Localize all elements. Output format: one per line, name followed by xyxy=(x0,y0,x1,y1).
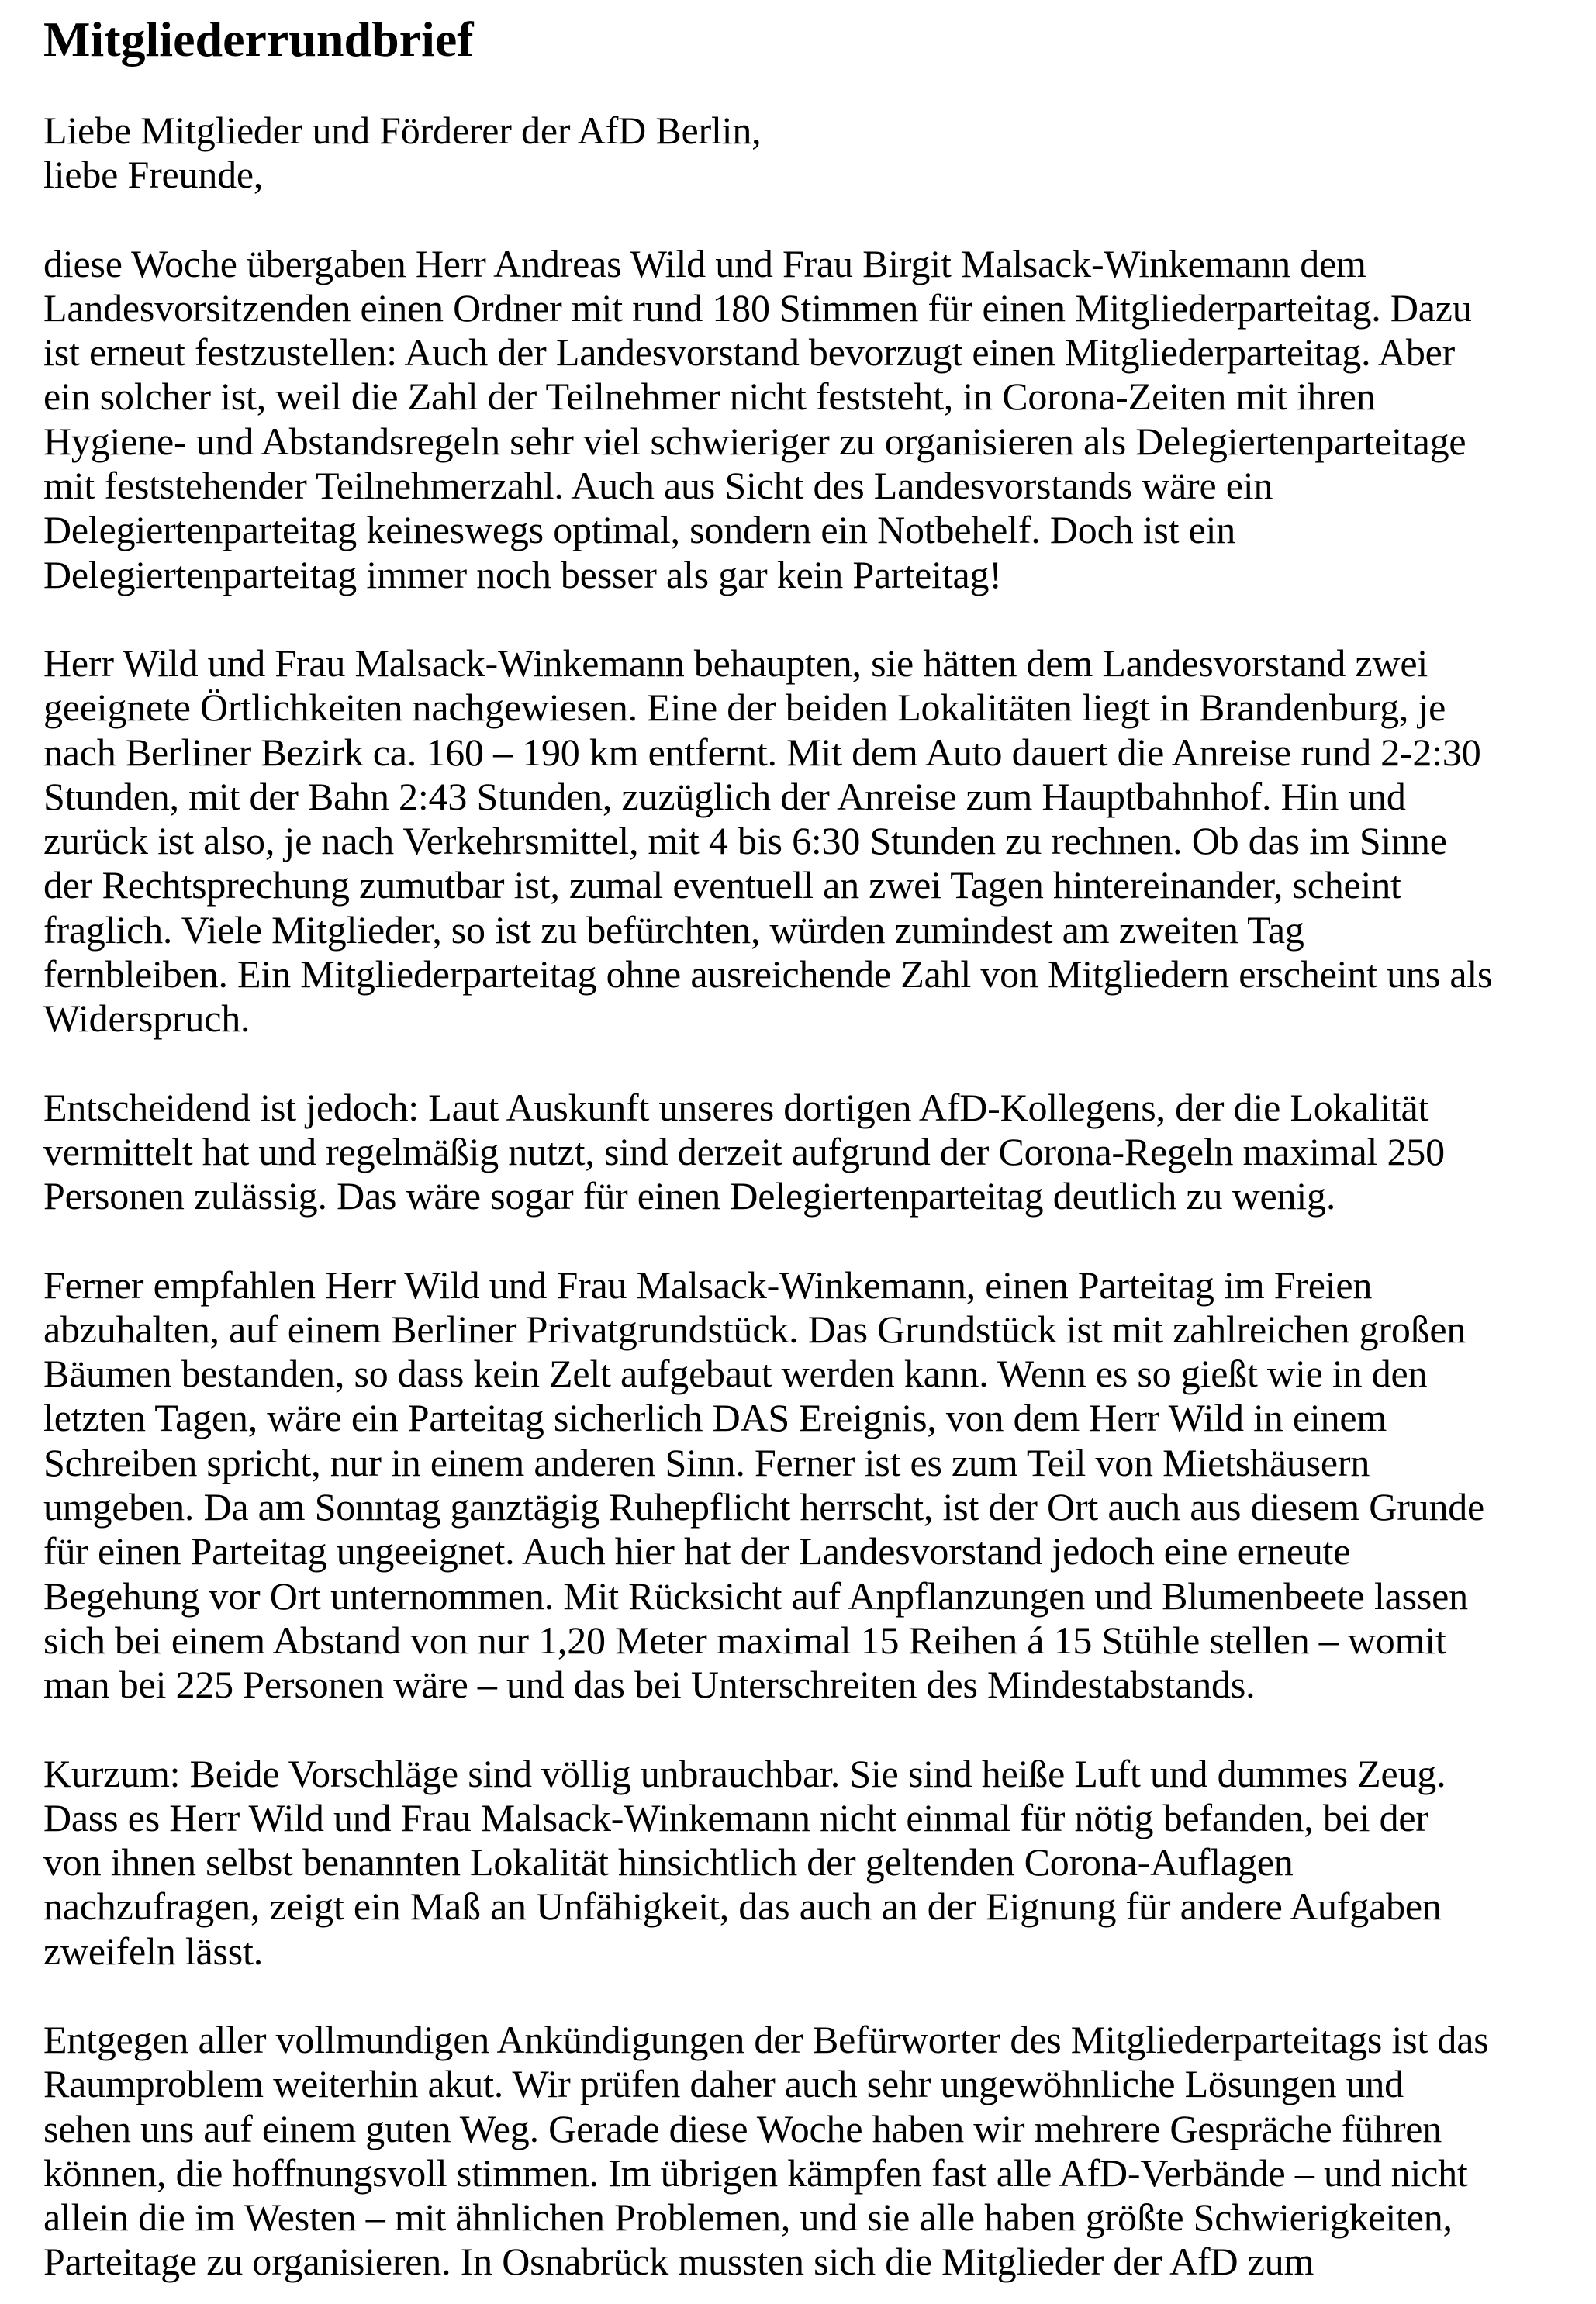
text-line: Stunden, mit der Bahn 2:43 Stunden, zuzüglich der Anreise zum Hauptbahnhof. Hin und xyxy=(43,774,1406,818)
text-line: Landesvorsitzenden einen Ordner mit rund 180 Stimmen für einen Mitgliederparteitag. Dazu xyxy=(43,285,1472,330)
text-line: Dass es Herr Wild und Frau Malsack-Winkemann nicht einmal für nötig befanden, bei der xyxy=(43,1795,1428,1839)
paragraph xyxy=(43,2018,1573,2285)
text-line: von ihnen selbst benannten Lokalität hinsichtlich der geltenden Corona-Auflagen xyxy=(43,1840,1294,1884)
text-line: Liebe Mitglieder und Förderer der AfD Berlin, xyxy=(43,109,762,152)
text-line: umgeben. Da am Sonntag ganztägig Ruhepflicht herrscht, ist der Ort auch aus diesem Grunde xyxy=(43,1485,1485,1529)
text-line: abzuhalten, auf einem Berliner Privatgrundstück. Das Grundstück ist mit zahlreichen großen xyxy=(43,1307,1466,1351)
text-line: Schreiben spricht, nur in einem anderen Sinn. Ferner ist es zum Teil von Mietshäusern xyxy=(43,1440,1370,1484)
text-line: sich bei einem Abstand von nur 1,20 Meter maximal 15 Reihen á 15 Stühle stellen – womit xyxy=(43,1618,1446,1662)
text-line: Delegiertenparteitag keineswegs optimal, sondern ein Notbehelf. Doch ist ein xyxy=(43,508,1236,552)
text-line: allein die im Westen – mit ähnlichen Problemen, und sie alle haben größte Schwierigkeiten, xyxy=(43,2195,1453,2240)
text-line: letzten Tagen, wäre ein Parteitag sicherlich DAS Ereignis, von dem Herr Wild in einem xyxy=(43,1396,1387,1440)
document-title: Mitgliederrundbrief xyxy=(43,12,474,67)
text-line: Kurzum: Beide Vorschläge sind völlig unbrauchbar. Sie sind heiße Luft und dummes Zeug. xyxy=(43,1751,1446,1795)
text-line: sehen uns auf einem guten Weg. Gerade diese Woche haben wir mehrere Gespräche führen xyxy=(43,2106,1442,2150)
paragraph xyxy=(43,1752,1573,1974)
text-line: nach Berliner Bezirk ca. 160 – 190 km entfernt. Mit dem Auto dauert die Anreise rund 2-2:30 xyxy=(43,730,1481,774)
document-body xyxy=(43,109,1573,2285)
paragraph xyxy=(43,1086,1573,1219)
text-line: geeignete Örtlichkeiten nachgewiesen. Eine der beiden Lokalitäten liegt in Brandenburg, je xyxy=(43,686,1446,730)
text-line: Delegiertenparteitag immer noch besser als gar kein Parteitag! xyxy=(43,552,1002,596)
text-line: fraglich. Viele Mitglieder, so ist zu befürchten, würden zumindest am zweiten Tag xyxy=(43,907,1304,952)
text-line: können, die hoffnungsvoll stimmen. Im übrigen kämpfen fast alle AfD-Verbände – und nicht xyxy=(43,2150,1468,2195)
text-line: Hygiene- und Abstandsregeln sehr viel schwieriger zu organisieren als Delegiertenparteitage xyxy=(43,419,1466,463)
text-line: diese Woche übergaben Herr Andreas Wild und Frau Birgit Malsack-Winkemann dem xyxy=(43,241,1366,285)
text-line: vermittelt hat und regelmäßig nutzt, sind derzeit aufgrund der Corona-Regeln maximal 250 xyxy=(43,1129,1445,1173)
text-line: Begehung vor Ort unternommen. Mit Rücksicht auf Anpflanzungen und Blumenbeete lassen xyxy=(43,1573,1468,1618)
text-line: ein solcher ist, weil die Zahl der Teilnehmer nicht feststeht, in Corona-Zeiten mit ihren xyxy=(43,375,1376,419)
paragraph xyxy=(43,1263,1573,1708)
paragraph xyxy=(43,641,1573,1041)
text-line: der Rechtsprechung zumutbar ist, zumal eventuell an zwei Tagen hintereinander, scheint xyxy=(43,863,1401,907)
text-line: Raumproblem weiterhin akut. Wir prüfen daher auch sehr ungewöhnliche Lösungen und xyxy=(43,2062,1404,2106)
text-line: Widerspruch. xyxy=(43,997,250,1041)
text-line: zurück ist also, je nach Verkehrsmittel, mit 4 bis 6:30 Stunden zu rechnen. Ob das im Sinne xyxy=(43,819,1447,863)
text-line: Ferner empfahlen Herr Wild und Frau Malsack-Winkemann, einen Parteitag im Freien xyxy=(43,1263,1373,1307)
paragraph xyxy=(43,109,1573,198)
text-line: mit feststehender Teilnehmerzahl. Auch aus Sicht des Landesvorstands wäre ein xyxy=(43,464,1273,508)
text-line: liebe Freunde, xyxy=(43,153,264,197)
text-line: nachzufragen, zeigt ein Maß an Unfähigkeit, das auch an der Eignung für andere Aufgaben xyxy=(43,1884,1442,1929)
text-line: man bei 225 Personen wäre – und das bei Unterschreiten des Mindestabstands. xyxy=(43,1663,1256,1707)
text-line: Herr Wild und Frau Malsack-Winkemann behaupten, sie hätten dem Landesvorstand zwei xyxy=(43,641,1428,685)
text-line: Bäumen bestanden, so dass kein Zelt aufgebaut werden kann. Wenn es so gießt wie in den xyxy=(43,1352,1428,1396)
text-line: Entscheidend ist jedoch: Laut Auskunft unseres dortigen AfD-Kollegens, der die Lokalität xyxy=(43,1085,1429,1129)
text-line: Parteitage zu organisieren. In Osnabrück mussten sich die Mitglieder der AfD zum xyxy=(43,2240,1314,2284)
text-line: Personen zulässig. Das wäre sogar für einen Delegiertenparteitag deutlich zu wenig. xyxy=(43,1174,1336,1218)
text-line: Entgegen aller vollmundigen Ankündigungen der Befürworter des Mitgliederparteitags ist das xyxy=(43,2017,1489,2061)
text-line: für einen Parteitag ungeeignet. Auch hier hat der Landesvorstand jedoch eine erneute xyxy=(43,1529,1351,1573)
text-line: ist erneut festzustellen: Auch der Landesvorstand bevorzugt einen Mitgliederparteitag. Aber xyxy=(43,330,1456,375)
text-line: zweifeln lässt. xyxy=(43,1929,264,1973)
paragraph xyxy=(43,242,1573,597)
text-line: fernbleiben. Ein Mitgliederparteitag ohne ausreichende Zahl von Mitgliedern erscheint uns als xyxy=(43,952,1493,997)
